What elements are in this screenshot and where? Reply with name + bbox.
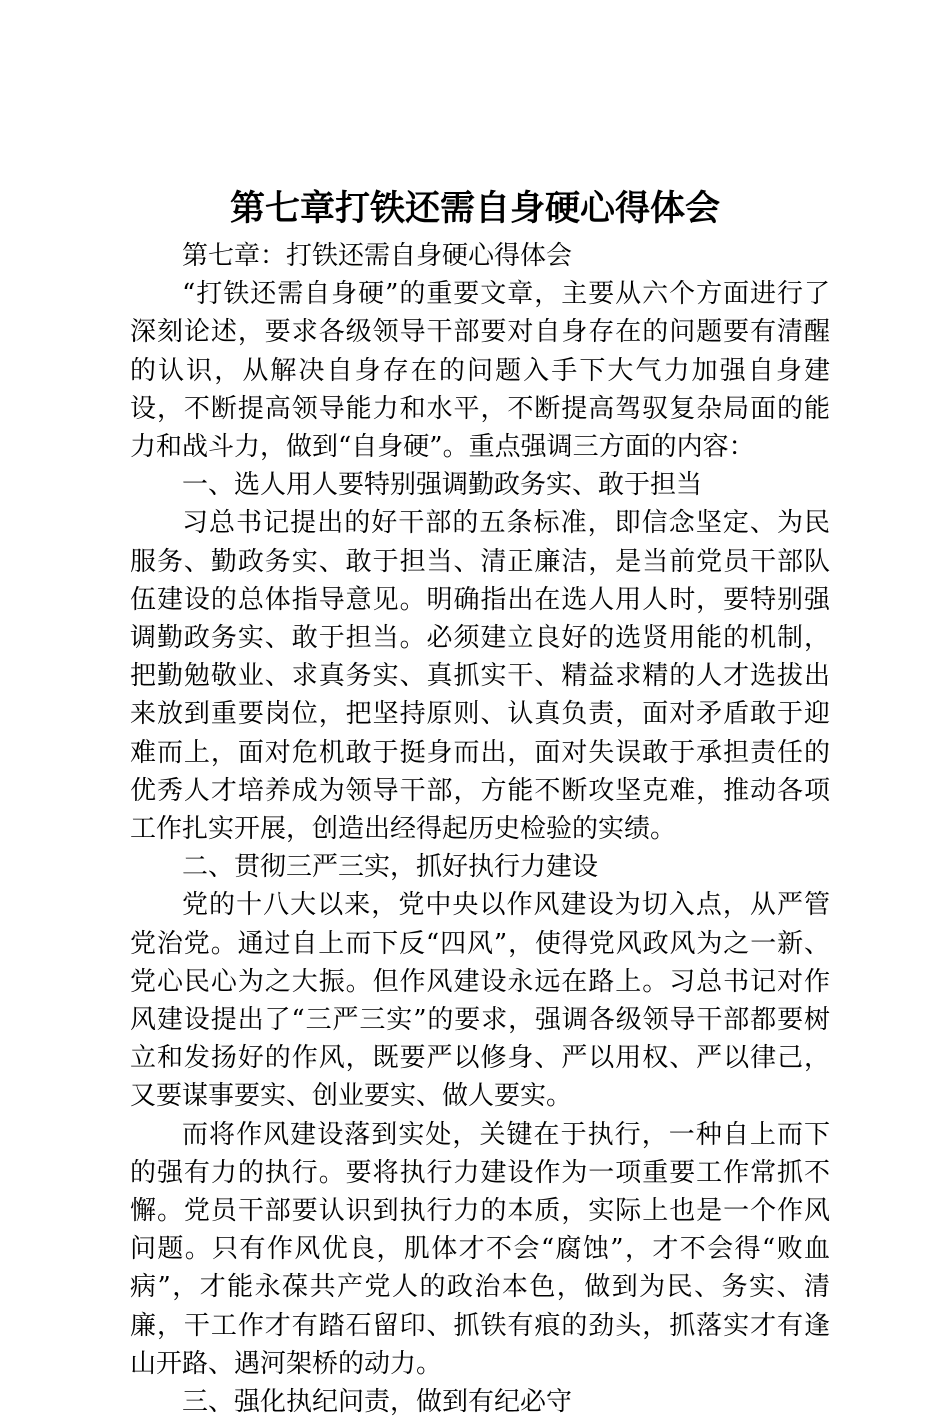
paragraph-section-1: 习总书记提出的好干部的五条标准，即信念坚定、为民服务、勤政务实、敢于担当、清正廉洁，是当前党员干部队伍建设的总体指导意见。明确指出在选人用人时，要特别强调勤政务实、敢于担当。必须建立良好的选贤用能的机制，把勤勉敬业、求真务实、真抓实干、精益求精的人才选拔出来放到重要岗位，把坚持原则、认真负责，面对矛盾敢于迎难而上，面对危机敢于挺身而出，面对失误敢于承担责任的优秀人才培养成为领导干部，方能不断攻坚克难，推动各项工作扎实开展，创造出经得起历史检验的实绩。	[130, 508, 830, 845]
section-heading-1: 一、选人用人要特别强调勤政务实、敢于担当	[182, 470, 703, 501]
document-body	[130, 237, 830, 1421]
section-heading-2: 二、贯彻三严三实，抓好执行力建设	[182, 852, 599, 883]
paragraph-subtitle: 第七章：打铁还需自身硬心得体会	[182, 241, 573, 271]
paragraph-intro: “打铁还需自身硬”的重要文章，主要从六个方面进行了深刻论述，要求各级领导干部要对自身存在的问题要有清醒的认识，从解决自身存在的问题入手下大气力加强自身建设，不断提高领导能力和水平，不断提高驾驭复杂局面的能力和战斗力，做到“自身硬”。重点强调三方面的内容：	[130, 279, 830, 463]
section-heading-3: 三、强化执纪问责，做到有纪必守	[182, 1387, 573, 1418]
paragraph-section-2a: 党的十八大以来，党中央以作风建设为切入点，从严管党治党。通过自上而下反“四风”，使得党风政风为之一新、党心民心为之大振。但作风建设永远在路上。习总书记对作风建设提出了“三严三实”的要求，强调各级领导干部都要树立和发扬好的作风，既要严以修身、严以用权、严以律己，又要谋事要实、创业要实、做人要实。	[130, 890, 830, 1112]
paragraph-section-2b: 而将作风建设落到实处，关键在于执行，一种自上而下的强有力的执行。要将执行力建设作为一项重要工作常抓不懈。党员干部要认识到执行力的本质，实际上也是一个作风问题。只有作风优良，肌体才不会“腐蚀”，才不会得“败血病”，才能永葆共产党人的政治本色，做到为民、务实、清廉，干工作才有踏石留印、抓铁有痕的劲头，抓落实才有逢山开路、遇河架桥的动力。	[130, 1119, 830, 1379]
document-title: 第七章打铁还需自身硬心得体会	[229, 189, 720, 229]
